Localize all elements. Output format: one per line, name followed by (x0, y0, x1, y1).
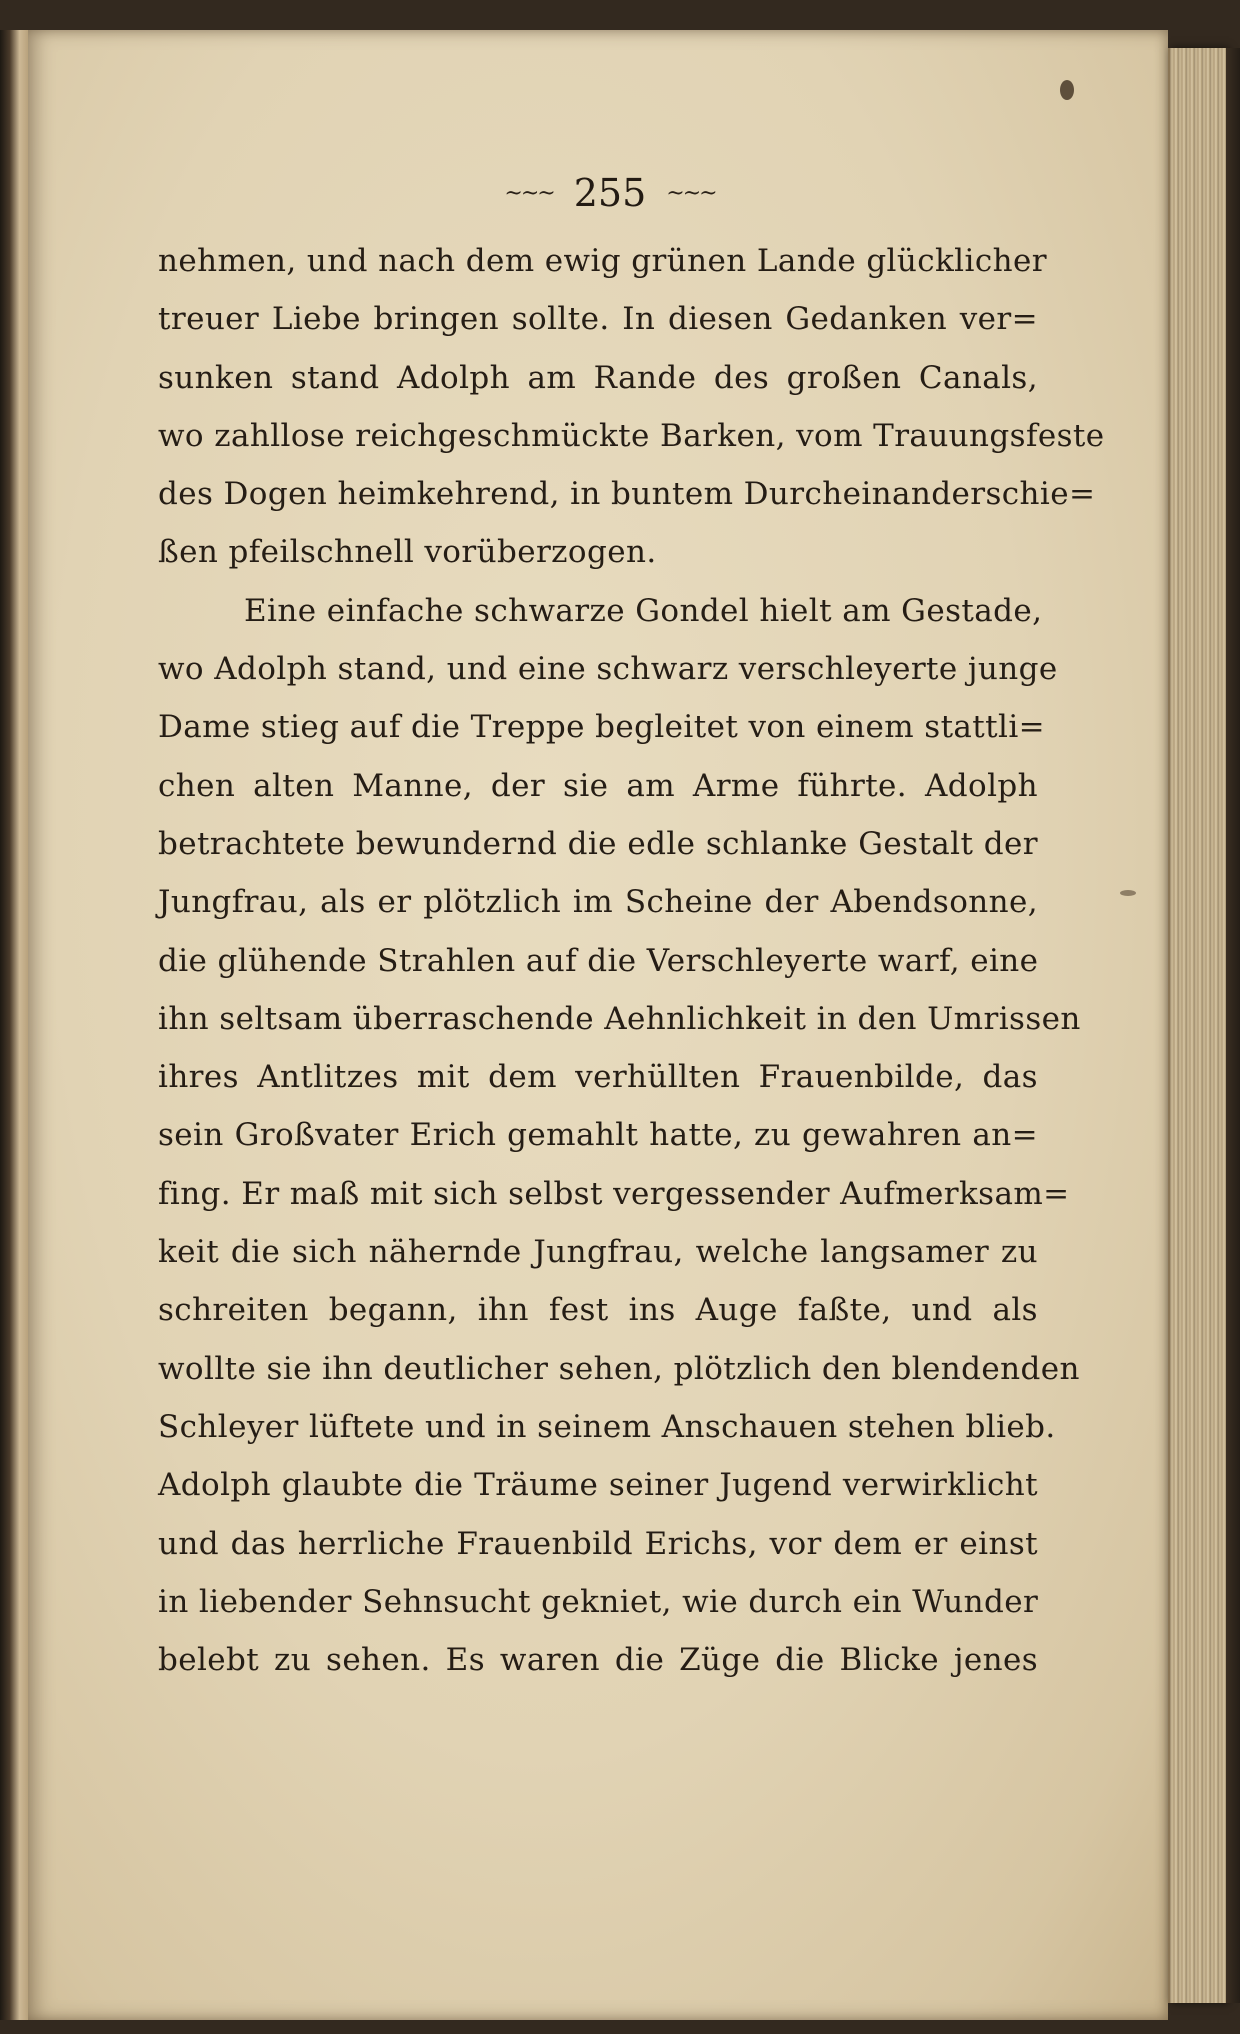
text-line: keit die sich nähernde Jungfrau, welche langsamer zu (158, 1234, 1038, 1271)
text-line: Schleyer lüftete und in seinem Anschauen stehen blieb. (158, 1408, 1056, 1445)
text-line: chen alten Manne, der sie am Arme führte. Adolph (158, 767, 1038, 804)
text-line: nehmen, und nach dem ewig grünen Lande glücklicher (158, 243, 1047, 279)
text-line: und das herrliche Frauenbild Erichs, vor dem er einst (158, 1525, 1038, 1562)
text-line: schreiten begann, ihn fest ins Auge faßte, und als (158, 1292, 1038, 1329)
page-number: 255 (573, 171, 647, 215)
header-ornament-left: ~~~ (504, 180, 554, 206)
page-block-edges (1168, 48, 1226, 2003)
text-line: sein Großvater Erich gemahlt hatte, zu gewahren an= (158, 1117, 1038, 1154)
text-line: sunken stand Adolph am Rande des großen Canals, (158, 359, 1038, 396)
text-line: ihn seltsam überraschende Aehnlichkeit in den Umrissen (158, 1000, 1081, 1037)
text-line: betrachtete bewundernd die edle schlanke Gestalt der (158, 825, 1038, 862)
text-line: des Dogen heimkehrend, in buntem Durcheinanderschie= (158, 476, 1096, 513)
paragraph-2 (158, 582, 1081, 1690)
ink-spot (1060, 80, 1074, 100)
text-line: Eine einfache schwarze Gondel hielt am Gestade, (244, 592, 1043, 629)
text-line: fing. Er maß mit sich selbst vergessender Aufmerksam= (158, 1175, 1070, 1212)
paragraph-1 (158, 232, 1105, 582)
ink-spot (1120, 890, 1136, 896)
text-line: wo Adolph stand, und eine schwarz verschleyerte junge (158, 651, 1058, 688)
text-line: treuer Liebe bringen sollte. In diesen Gedanken ver= (158, 301, 1038, 338)
header-ornament-right: ~~~ (666, 180, 716, 206)
text-line: Jungfrau, als er plötzlich im Scheine der Abendsonne, (158, 884, 1038, 921)
text-line: belebt zu sehen. Es waren die Züge die Blicke jenes (158, 1642, 1038, 1679)
text-line: wo zahllose reichgeschmückte Barken, vom Trauungsfeste (158, 417, 1105, 454)
text-line: wollte sie ihn deutlicher sehen, plötzlich den blendenden (158, 1350, 1080, 1387)
text-line: in liebender Sehnsucht gekniet, wie durch ein Wunder (158, 1583, 1039, 1620)
page-header (480, 168, 740, 218)
text-line: ihres Antlitzes mit dem verhüllten Frauenbilde, das (158, 1059, 1038, 1096)
text-line: die glühende Strahlen auf die Verschleyerte warf, eine (158, 942, 1039, 979)
text-line: Dame stieg auf die Treppe begleitet von einem stattli= (158, 709, 1046, 746)
text-line: Adolph glaubte die Träume seiner Jugend verwirklicht (158, 1467, 1038, 1504)
binding-gutter (0, 30, 28, 2020)
text-line: ßen pfeilschnell vorüberzogen. (158, 534, 657, 571)
body-text (158, 232, 1105, 1689)
